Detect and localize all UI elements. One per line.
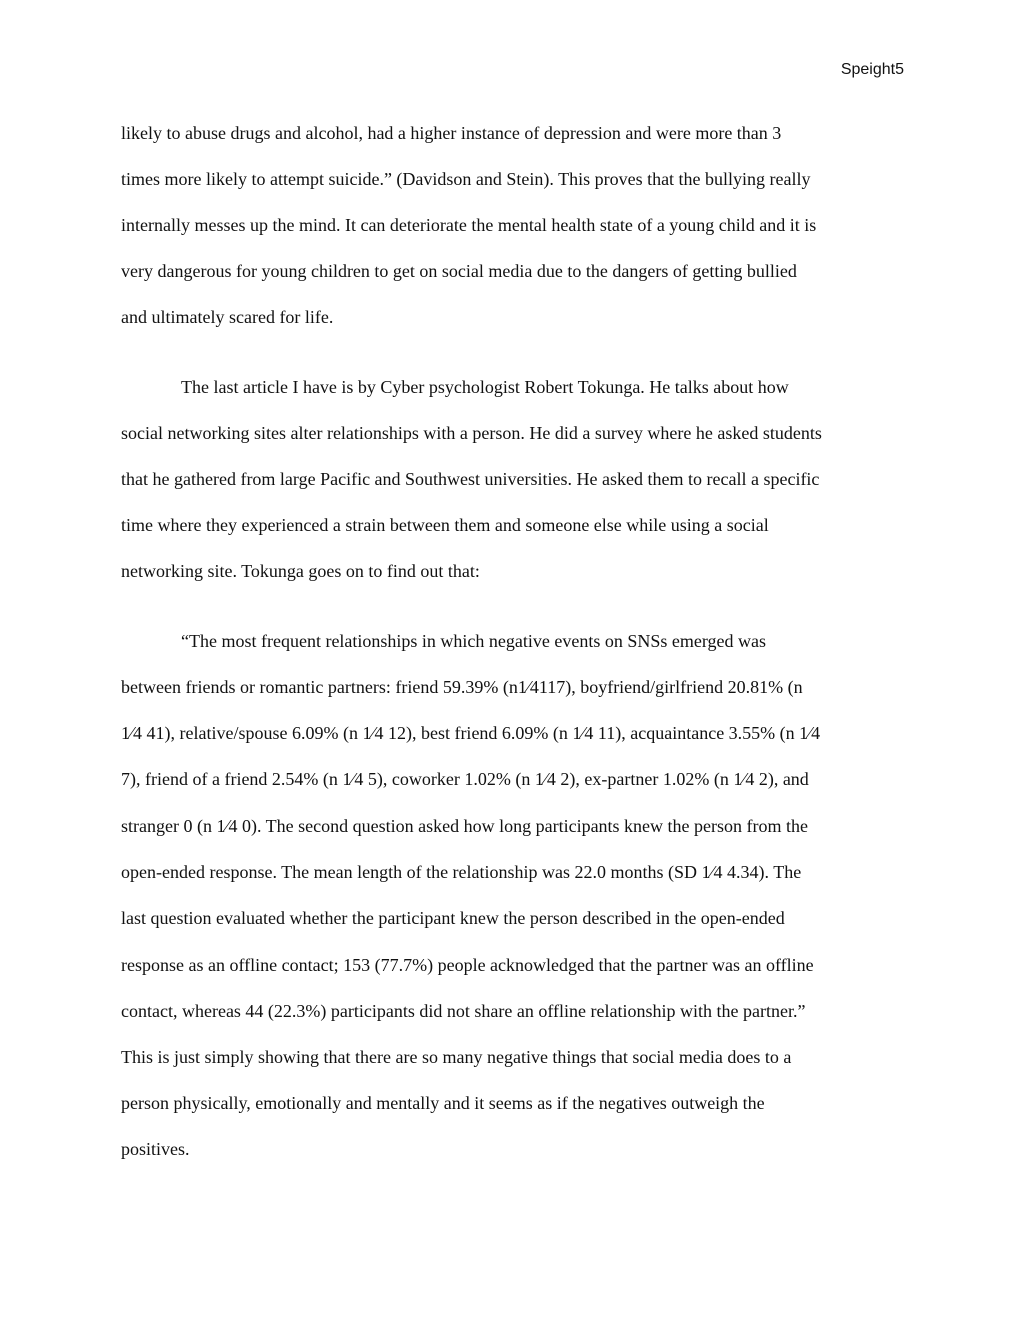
paragraph-3-line-3: 1⁄4 41), relative/spouse 6.09% (n 1⁄4 12), best friend 6.09% (n 1⁄4 11), acquaintance 3.55% (n 1⁄4 — [121, 723, 821, 743]
paragraph-1-line-5: and ultimately scared for life. — [121, 307, 334, 327]
paragraph-2-line-5: networking site. Tokunga goes on to find out that: — [121, 561, 480, 581]
paragraph-3-line-9: contact, whereas 44 (22.3%) participants did not share an offline relationship with the partner.” — [121, 1001, 806, 1021]
paragraph-3-line-6: open-ended response. The mean length of the relationship was 22.0 months (SD 1⁄4 4.34). The — [121, 862, 802, 882]
paragraph-3-line-10: This is just simply showing that there are so many negative things that social media does to a — [121, 1047, 792, 1067]
paragraph-2-line-3: that he gathered from large Pacific and Southwest universities. He asked them to recall a specific — [121, 469, 820, 489]
paragraph-1-line-4: very dangerous for young children to get on social media due to the dangers of getting bullied — [121, 261, 797, 281]
paragraph-3-line-5: stranger 0 (n 1⁄4 0). The second question asked how long participants knew the person from the — [121, 816, 809, 836]
paragraph-2-line-2: social networking sites alter relationships with a person. He did a survey where he asked students — [121, 423, 822, 443]
paragraph-3-line-8: response as an offline contact; 153 (77.7%) people acknowledged that the partner was an offline — [121, 955, 814, 975]
paragraph-3-line-12: positives. — [121, 1139, 190, 1159]
paragraph-3-line-2: between friends or romantic partners: friend 59.39% (n1⁄4117), boyfriend/girlfriend 20.81% (n — [121, 677, 803, 697]
running-head: Speight5 — [840, 61, 904, 78]
paragraph-1-line-3: internally messes up the mind. It can deteriorate the mental health state of a young child and it is — [121, 215, 817, 235]
paragraph-3-line-11: person physically, emotionally and mentally and it seems as if the negatives outweigh the — [121, 1093, 765, 1113]
paragraph-2-line-4: time where they experienced a strain between them and someone else while using a social — [121, 515, 769, 535]
paragraph-3-line-4: 7), friend of a friend 2.54% (n 1⁄4 5), coworker 1.02% (n 1⁄4 2), ex-partner 1.02% (n 1⁄4 2), and — [121, 769, 809, 789]
paragraph-1-line-2: times more likely to attempt suicide.” (Davidson and Stein). This proves that the bullying really — [121, 169, 811, 189]
paragraph-3-line-7: last question evaluated whether the participant knew the person described in the open-ended — [121, 908, 785, 928]
paragraph-2-line-1: The last article I have is by Cyber psychologist Robert Tokunga. He talks about how — [181, 377, 789, 397]
paragraph-1-line-1: likely to abuse drugs and alcohol, had a higher instance of depression and were more than 3 — [121, 123, 782, 143]
paragraph-3-line-1: “The most frequent relationships in which negative events on SNSs emerged was — [181, 631, 767, 651]
